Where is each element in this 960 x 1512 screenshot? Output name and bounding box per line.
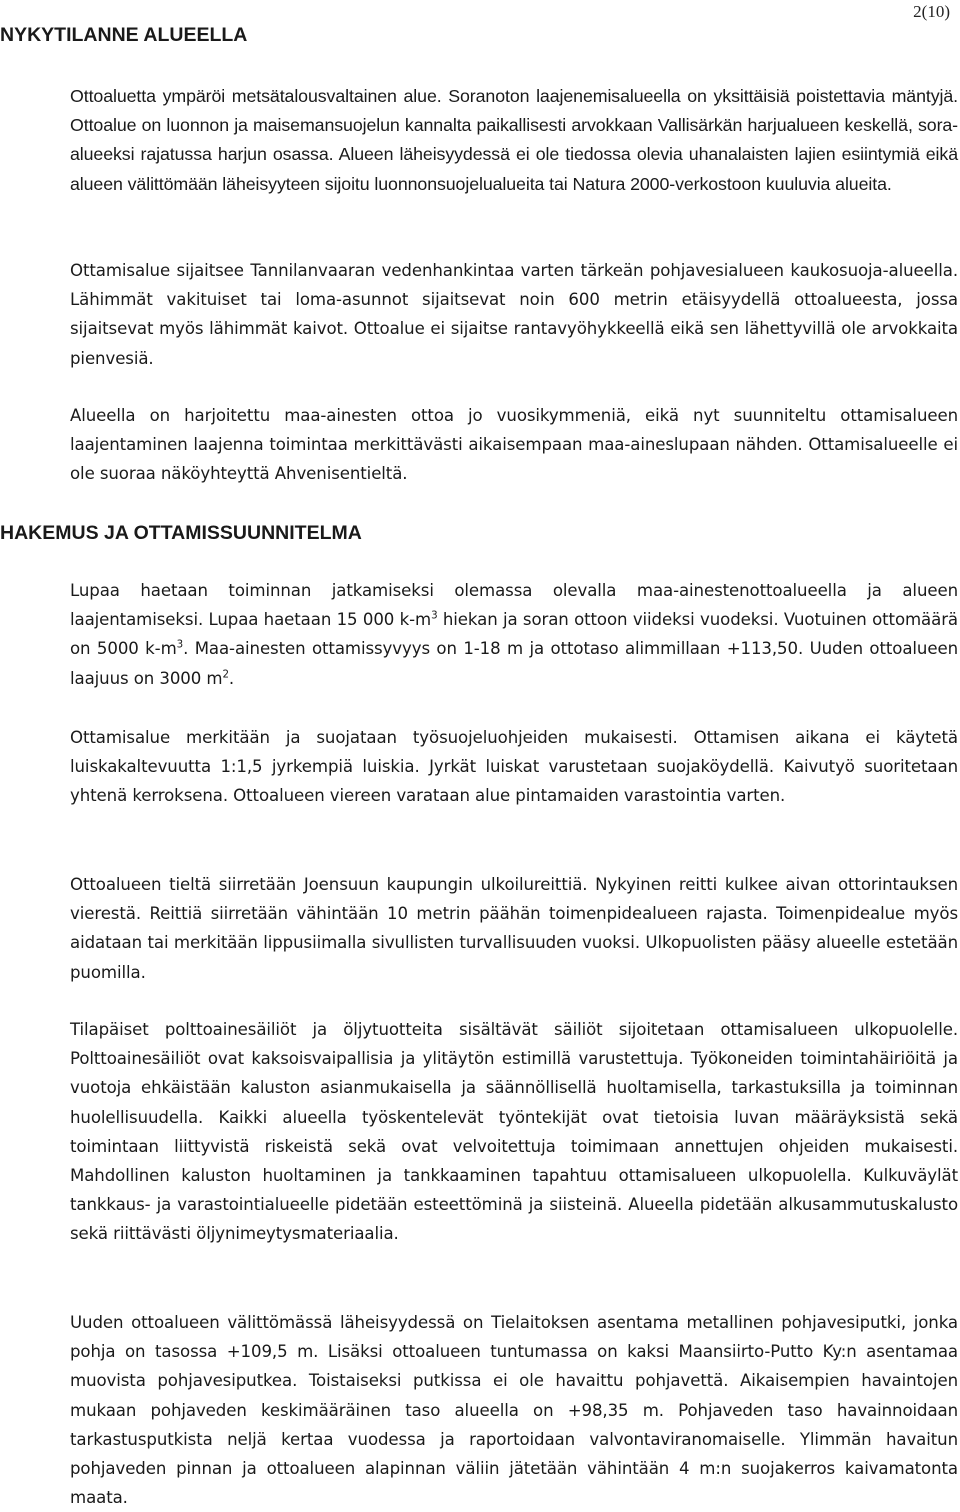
superscript-square: 2 [222, 668, 229, 681]
section-heading-application: HAKEMUS JA OTTAMISSUUNNITELMA [0, 522, 362, 544]
paragraph-safety-marking: Ottamisalue merkitään ja suojataan työsuojeluohjeiden mukaisesti. Ottamisen aikana ei käytetä luiskakaltevuutta 1:1,5 jyrkempiä luiskia. Jyrkät luiskat varustetaan suojaköydellä. Kaivutyö suoritetaan yhtenä kerroksena. Ottoalueen viereen varataan alue pintamaiden varastointia varten. [70, 728, 958, 806]
paragraph-groundwater-monitoring: Uuden ottoalueen välittömässä läheisyydessä on Tielaitoksen asentama metallinen pohjavesiputki, jonka pohja on tasossa +109,5 m. Lisäksi ottoalueen tuntumassa on kaksi Maansiirto-Putto Ky:n asentamaa muovista pohjavesiputkea. Toistaiseksi putkissa ei ole havaittu pohjavettä. Aikaisempien havaintojen mukaan pohjaveden keskimääräinen taso alueella on +98,35 m. Pohjaveden taso havainnoidaan tarkastusputkista neljä kertaa vuodessa ja raportoidaan valvontaviranomaiselle. Ylimmän havaitun pohjaveden pinnan ja ottoalueen alapinnan väliin jätetään vähintään 4 m:n suojakerros kaivamatonta maata. [70, 1313, 958, 1508]
permit-text-part: Lupaa haetaan toiminnan jatkamiseksi olemassa olevalla maa-ainestenottoalueella ja alueen laajentamiseksi. Lupaa haetaan 15 000 k-m [70, 581, 958, 630]
permit-text-part: . [228, 668, 235, 688]
permit-text-part: . Maa-ainesten ottamissyvyys on 1-18 m ja ottotaso alimmillaan +113,50. Uuden ottoalueen laajuus on 3000 m [70, 639, 958, 688]
permit-text-part: hiekan ja soran ottoon viideksi vuodeksi. Vuotuinen ottomäärä on 5000 k-m [70, 610, 958, 659]
page-number: 2(10) [913, 2, 950, 21]
section-heading-current-state: NYKYTILANNE ALUEELLA [0, 24, 248, 46]
paragraph-fuel-storage: Tilapäiset polttoainesäiliöt ja öljytuotteita sisältävät säiliöt sijoitetaan ottamisalueen ulkopuolelle. Polttoainesäiliöt ovat kaksoisvaipallisia ja ylitäytön estimillä varustettuja. Työkoneiden toimintahäiriöitä ja vuotoja ehkäistään kaluston asianmukaisella ja säännöllisellä huoltamisella, tarkastuksilla ja toiminnan huolellisuudella. Kaikki alueella työskentelevät työntekijät ovat tietoisia luvan määräyksistä sekä toimintaan liittyvistä riskeistä sekä ovat velvoitettuja toimimaan annettujen ohjeiden mukaisesti. Mahdollinen kaluston huoltaminen ja tankkaaminen tapahtuu ottamisalueen ulkopuolella. Kulkuväylät tankkaus- ja varastointialueelle pidetään esteettöminä ja siisteinä. Alueella pidetään alkusammutuskalusto sekä riittävästi öljynimeytysmateriaalia. [70, 1020, 958, 1244]
paragraph-permit-amounts [70, 576, 958, 693]
paragraph-vegetation: Ottoaluetta ympäröi metsätalousvaltainen alue. Soranoton laajenemisalueella on yksittäisiä poistettavia mäntyjä. Ottoalue on luonnon ja maisemansuojelun kannalta paikallisesti arvokkaan Vallisärkän harjualueen keskellä, sora-alueeksi rajatussa harjun osassa. Alueen läheisyydessä ei ole tiedossa olevia uhanalaisten lajien esiintymiä eikä alueen välittömään läheisyyteen sijoitu luonnonsuojelualueita tai Natura 2000-verkostoon kuuluvia alueita. [70, 86, 958, 194]
paragraph-groundwater-area: Ottamisalue sijaitsee Tannilanvaaran vedenhankintaa varten tärkeän pohjavesialueen kaukosuoja-alueella. Lähimmät vakituiset tai loma-asunnot sijaitsevat noin 600 metrin etäisyydellä ottoalueesta, jossa sijaitsevat myös lähimmät kaivot. Ottoalue ei sijaitse rantavyöhykkeellä eikä sen lähettyvillä ole arvokkaita pienvesiä. [70, 261, 958, 368]
paragraph-extraction-history: Alueella on harjoitettu maa-ainesten ottoa jo vuosikymmeniä, eikä nyt suunniteltu ottamisalueen laajentaminen laajenna toimintaa merkittävästi aikaisempaan maa-aineslupaan nähden. Ottamisalueelle ei ole suoraa näköyhteyttä Ahvenisentieltä. [70, 406, 958, 484]
superscript-cubic: 3 [176, 638, 184, 651]
paragraph-trail-relocation: Ottoalueen tieltä siirretään Joensuun kaupungin ulkoilureittiä. Nykyinen reitti kulkee aivan ottorintauksen vierestä. Reittiä siirretään vähintään 10 metrin päähän toimenpidealueen rajasta. Toimenpidealue myös aidataan tai merkitään lippusiimalla sivullisten turvallisuuden vuoksi. Ulkopuolisten pääsy alueelle estetään puomilla. [70, 875, 958, 982]
superscript-cubic: 3 [431, 609, 438, 622]
